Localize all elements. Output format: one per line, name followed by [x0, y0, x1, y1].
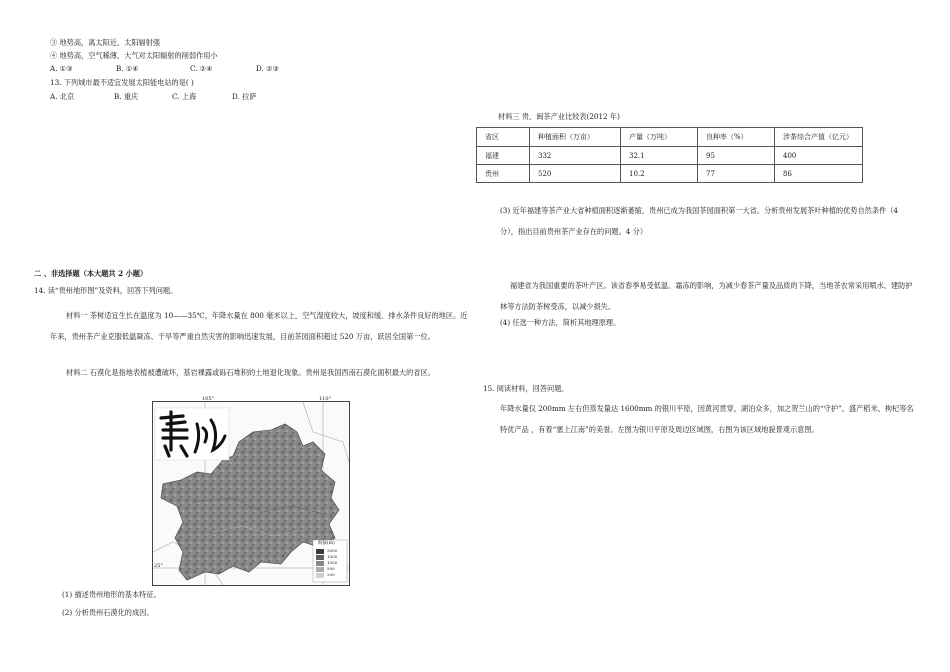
q13-stem: 13. 下列城市最不适宜发展太阳能电站的是( ) — [50, 78, 194, 87]
legend-label-200: 200 — [327, 572, 335, 577]
material-one: 材料一 茶树适宜生长在温度为 10——35℃，年降水量在 800 毫米以上，空气湿度较大，坡度和缓、排水条件良好的地区。近年来，贵州茶产业克服低温凝冻、干旱等严重自然灾害的影响迅速发展，目前茶园面积超过 520 万亩，跃居全国第一位。 — [50, 311, 468, 341]
legend-swatch-200 — [316, 573, 324, 578]
q15-stem: 15. 阅读材料，回答问题。 — [483, 384, 569, 393]
q15-material: 年降水量仅 200mm 左右但蒸发量达 1600mm 的银川平原，因黄河贯穿，湖泊众多，加之贺兰山的“守护”，盛产稻米、枸杞等名特优产品 ，有着“塞上江南”的美誉。左图为银川平原及周边区域图，右图为该区域地貌景观示意图。 — [500, 404, 914, 434]
material-two: 材料二 石漠化是指地表植被遭破坏，基岩裸露或砾石堆积的土地退化现象。贵州是我国西南石漠化面积最大的省区。 — [66, 368, 435, 377]
q13-choice-a: A. 北京 — [50, 92, 75, 101]
table-cell: 10.2 — [621, 165, 698, 183]
table-row — [477, 165, 863, 183]
table-header-cell: 省区 — [477, 128, 530, 147]
legend-swatch-1500 — [316, 555, 324, 560]
longitude-label-left: 105° — [202, 396, 215, 402]
table-cell: 520 — [530, 165, 621, 183]
table-row — [477, 147, 863, 165]
map-graphic — [153, 402, 349, 585]
table-header-cell: 涉茶综合产值（亿元） — [775, 128, 863, 147]
table-header-cell: 种植面积（万亩） — [530, 128, 621, 147]
legend-label-1000: 1000 — [327, 560, 338, 565]
legend-label-1500: 1500 — [327, 554, 338, 559]
q14-part-1: (1) 描述贵州地形的基本特征。 — [62, 590, 161, 599]
q12-choice-d: D. ②③ — [256, 64, 279, 73]
q13-choice-d: D. 拉萨 — [232, 92, 257, 101]
table-cell: 福建 — [477, 147, 530, 165]
table-cell: 95 — [698, 147, 775, 165]
table-cell: 77 — [698, 165, 775, 183]
section-title: 二 、非选择题（本大题共 2 小题） — [34, 269, 148, 278]
q12-choice-a: A. ①③ — [50, 64, 73, 73]
legend-swatch-500 — [316, 567, 324, 572]
q12-choice-c: C. ②④ — [190, 64, 213, 73]
legend-label-2000: 2000 — [327, 548, 338, 553]
legend-label-500: 500 — [327, 566, 335, 571]
q12-option-4: ④ 地势高，空气稀薄，大气对太阳辐射的削弱作用小 — [50, 51, 218, 60]
q12-choice-b: B. ①④ — [116, 64, 139, 73]
material-three-title: 材料三 贵、闽茶产业比较表(2012 年) — [498, 112, 620, 121]
q12-option-3: ③ 地势高，离太阳近，太阳辐射强 — [50, 38, 161, 47]
q13-choice-c: C. 上海 — [172, 92, 197, 101]
table-cell: 332 — [530, 147, 621, 165]
table-cell: 400 — [775, 147, 863, 165]
q13-choice-b: B. 重庆 — [114, 92, 139, 101]
legend-swatch-2000 — [316, 549, 324, 554]
q14-part-3: (3) 近年福建等茶产业大省种植面积逐渐萎缩，贵州已成为我国茶园面积第一大省。分析贵州发展茶叶种植的优势自然条件（4 分），指出目前贵州茶产业存在的问题。4 分） — [500, 206, 898, 236]
gui-zhou-calligraphy-logo — [155, 408, 229, 460]
table-cell: 86 — [775, 165, 863, 183]
fujian-material: 福建省为我国重要的茶叶产区。该省春季易受低温、霜冻的影响，为减少春茶产量及品质的下降，当地茶农常采用喷水、建防护林等方法防茶树受冻，以减少损失。 — [500, 281, 913, 311]
longitude-label-right: 110° — [319, 396, 332, 402]
table-header-cell: 良种率（%） — [698, 128, 775, 147]
q14-stem: 14. 读“贵州地形图”及资料，回答下列问题。 — [34, 286, 178, 295]
tea-industry-table — [476, 127, 863, 183]
legend-swatch-1000 — [316, 561, 324, 566]
table-header-row — [477, 128, 863, 147]
table-cell: 贵州 — [477, 165, 530, 183]
q14-part-2: (2) 分析贵州石漠化的成因。 — [62, 608, 154, 617]
guizhou-terrain-map — [152, 396, 350, 586]
table-header-cell: 产量（万吨） — [621, 128, 698, 147]
table-cell: 32.1 — [621, 147, 698, 165]
latitude-label: 25° — [154, 563, 163, 569]
q14-part-4: (4) 任选一种方法，简析其地理原理。 — [500, 318, 621, 327]
legend-title: 海拔(m) — [318, 541, 335, 546]
